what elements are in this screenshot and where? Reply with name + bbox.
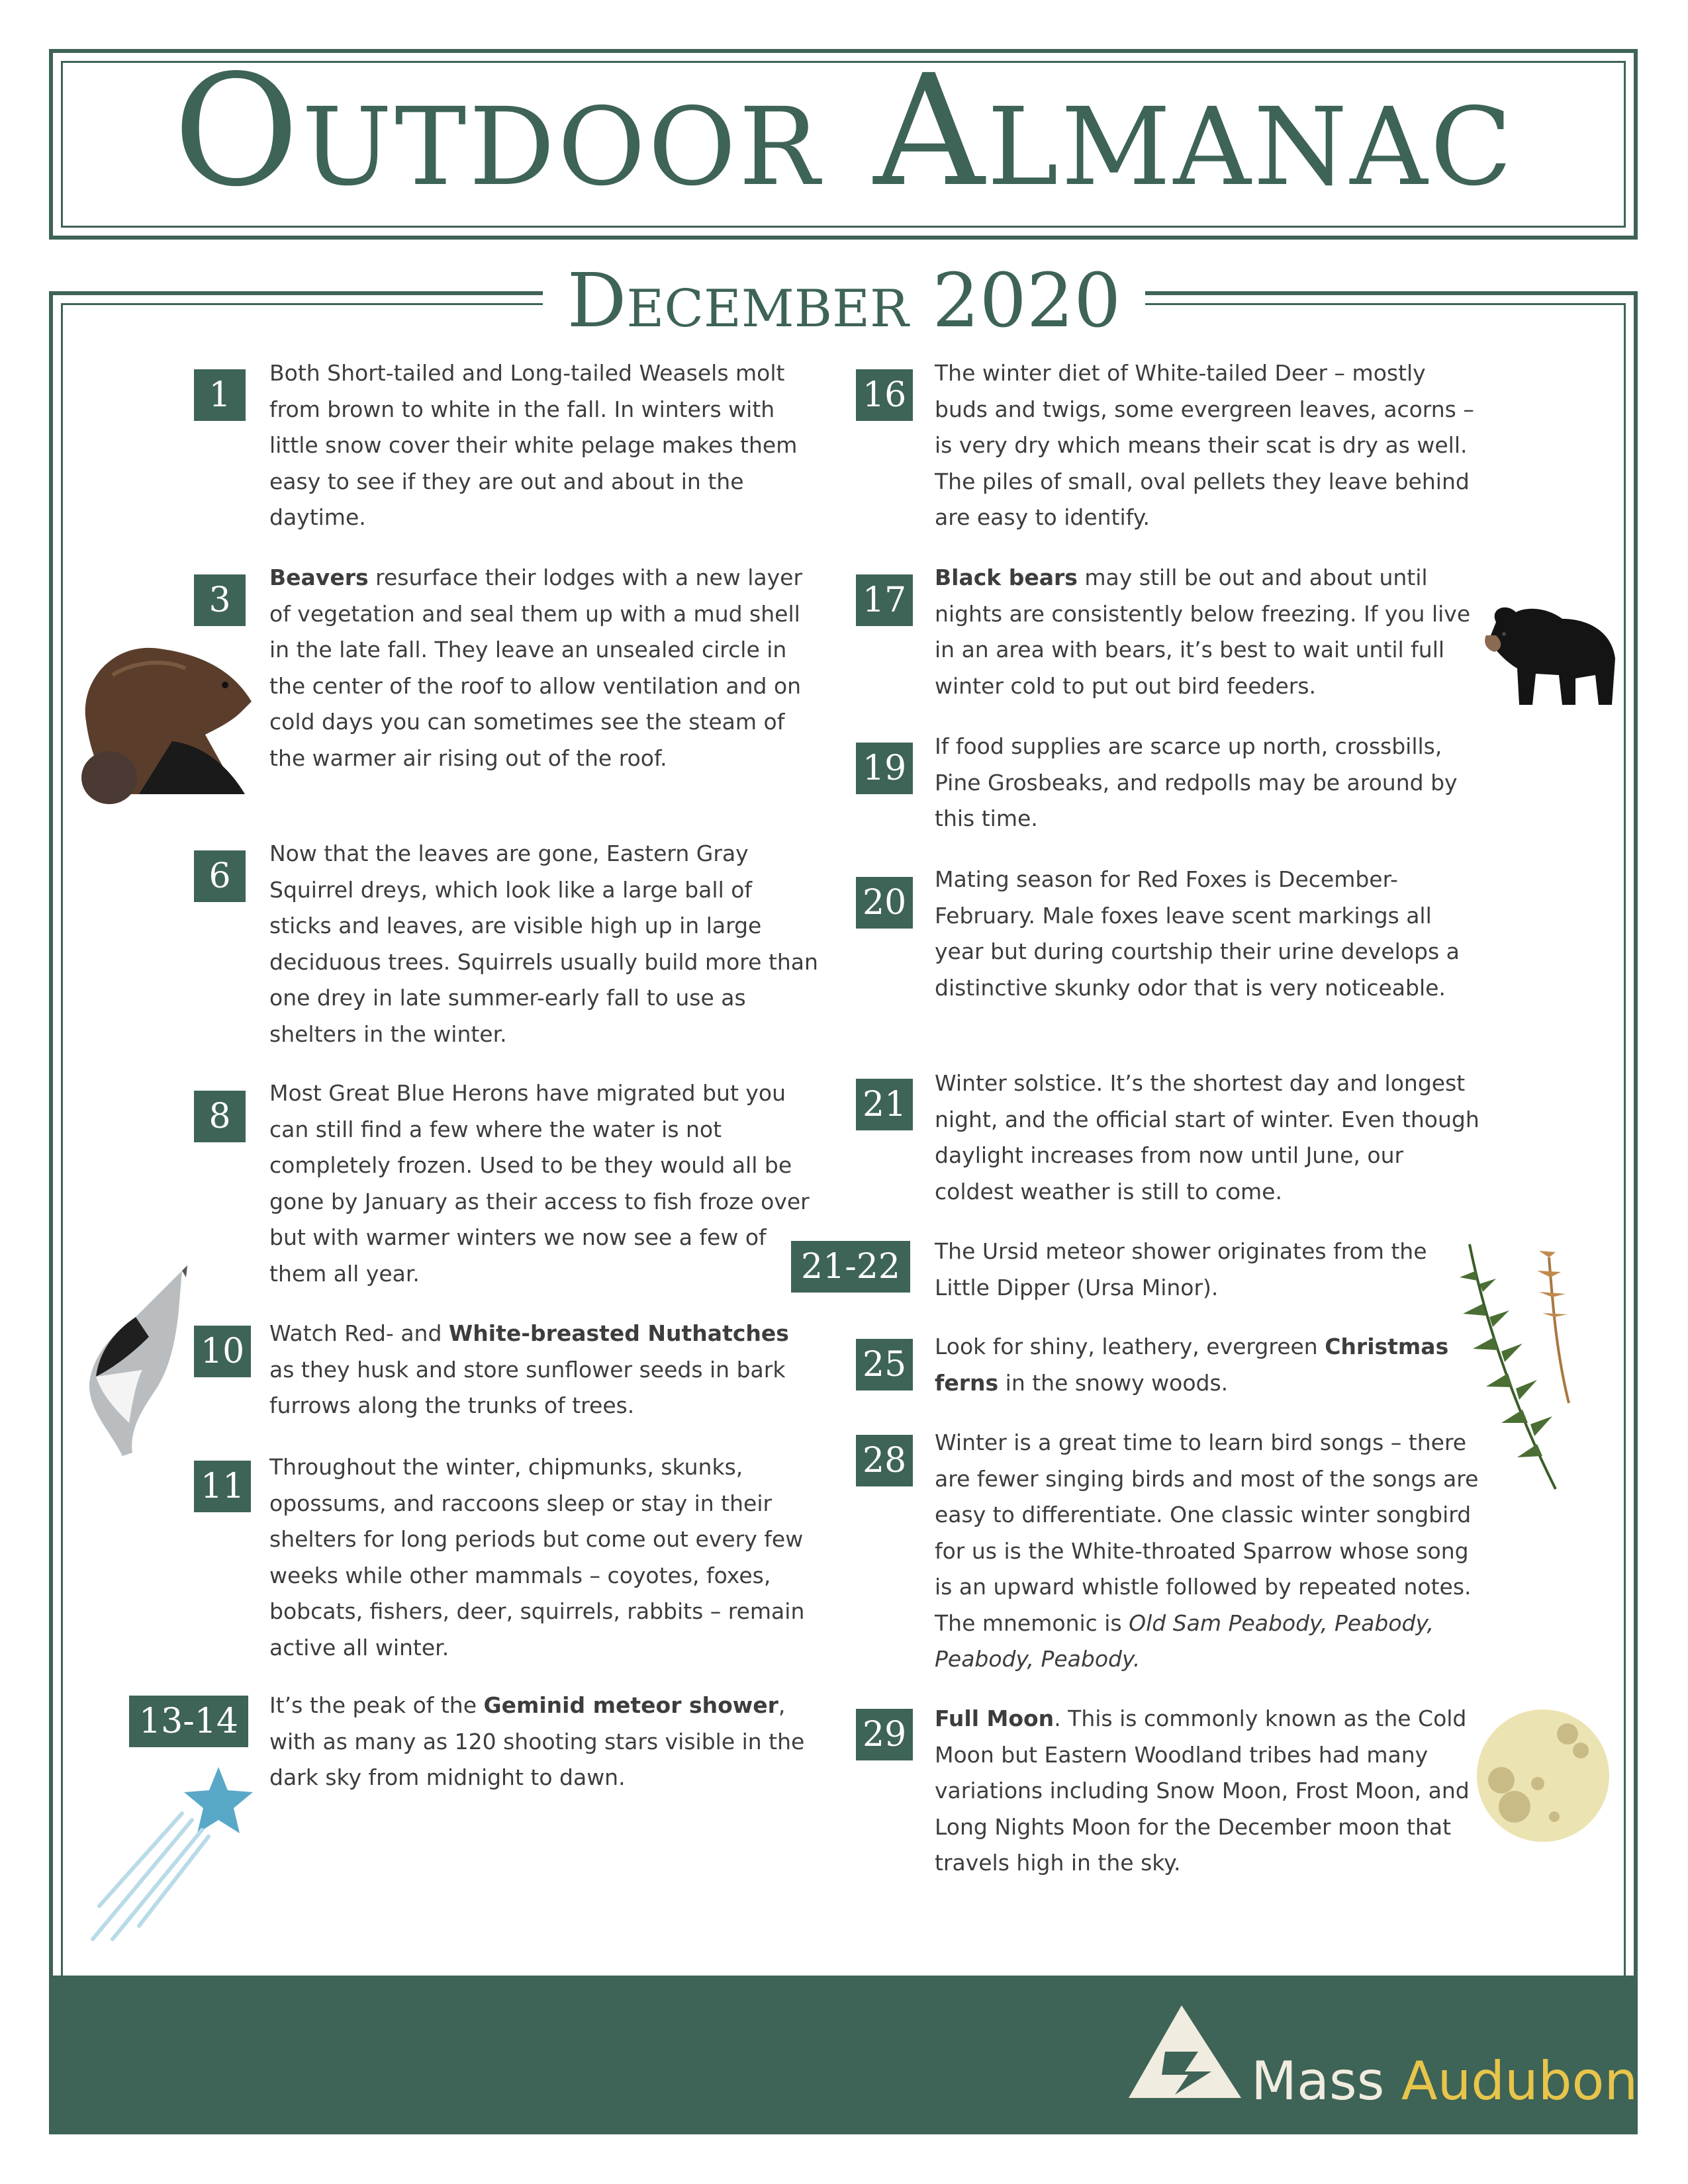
christmas-fern-illustration [1456, 1231, 1602, 1496]
day-badge-29: 29 [856, 1709, 913, 1760]
mass-audubon-brand [1251, 2052, 1638, 2111]
day-badge-11: 11 [194, 1461, 251, 1512]
entry-25: Look for shiny, leathery, evergreen Christmas ferns in the snowy woods. [935, 1334, 1449, 1396]
entry-19: If food supplies are scarce up north, crossbills, Pine Grosbeaks, and redpolls may be around by this time. [935, 733, 1458, 831]
day-badge-8: 8 [194, 1091, 246, 1142]
day-badge-28: 28 [856, 1435, 913, 1486]
day-badge-13-14: 13-14 [129, 1696, 248, 1747]
entry-20: Mating season for Red Foxes is December-February. Male foxes leave scent markings all year but during courtship their urine develops a distinctive skunky odor that is very noticeable. [935, 866, 1460, 1001]
entry-6: Now that the leaves are gone, Eastern Gray Squirrel dreys, which look like a large ball of sticks and leaves, are visible high up in large deciduous trees. Squirrels usually build more than one drey in late summer-early fall to use as shelters in the winter. [269, 841, 818, 1047]
month-heading: December 2020 [567, 258, 1121, 344]
shooting-star-illustration [86, 1754, 258, 1946]
day-badge-19: 19 [856, 743, 913, 794]
day-badge-6: 6 [194, 850, 246, 902]
nuthatch-illustration [70, 1264, 189, 1463]
entry-1: Both Short-tailed and Long-tailed Weasels molt from brown to white in the fall. In winters with little snow cover their white pelage makes them easy to see if they are out and about in the daytime. [269, 360, 798, 530]
day-badge-21-22: 21-22 [791, 1241, 910, 1293]
day-badge-16: 16 [856, 369, 913, 421]
entry-17: Black bears may still be out and about until nights are consistently below freezing. If you live in an area with bears, it’s best to wait until full winter cold to put out bird feeders. [935, 565, 1471, 699]
entry-28: Winter is a great time to learn bird songs – there are fewer singing birds and most of the songs are easy to differentiate. One classic winter songbird for us is the White-throated Sparrow whose song is an upward whistle followed by repeated notes. The mnemonic is Old Sam Peabody, Peabody, Peabody, Peabody. [935, 1430, 1479, 1672]
day-badge-1: 1 [194, 369, 246, 421]
entry-8: Most Great Blue Herons have migrated but you can still find a few where the water is not completely frozen. Used to be they would all be gone by January as their access to fish froze over but with warmer winters we now see a few of them all year. [269, 1080, 810, 1287]
mass-audubon-logo-icon [1125, 2002, 1244, 2101]
brand-audubon: Audubon [1401, 2050, 1638, 2112]
day-badge-20: 20 [856, 877, 913, 929]
beaver-illustration [73, 629, 258, 801]
entry-3: Beavers resurface their lodges with a new layer of vegetation and seal them up with a mud shell in the late fall. They leave an unsealed circle in the center of the roof to allow ventilation and on cold days you can sometimes see the steam of the warmer air rising out of the roof. [269, 565, 803, 771]
day-badge-25: 25 [856, 1339, 913, 1390]
entry-21-22: The Ursid meteor shower originates from the Little Dipper (Ursa Minor). [935, 1238, 1427, 1300]
entry-13-14: It’s the peak of the Geminid meteor shower, with as many as 120 shooting stars visible in the dark sky from midnight to dawn. [269, 1692, 805, 1790]
day-badge-21: 21 [856, 1079, 913, 1130]
entry-11: Throughout the winter, chipmunks, skunks, opossums, and raccoons sleep or stay in their shelters for long periods but come out every few weeks while other mammals – coyotes, foxes, bobcats, fishers, deer, squirrels, rabbits – remain active all winter. [269, 1454, 805, 1661]
black-bear-illustration [1476, 596, 1618, 708]
brand-mass: Mass [1251, 2050, 1385, 2112]
entry-16: The winter diet of White-tailed Deer – mostly buds and twigs, some evergreen leaves, acorns – is very dry which means their scat is dry as well. The piles of small, oval pellets they leave behind are easy to identify. [935, 360, 1474, 530]
day-badge-10: 10 [194, 1326, 251, 1377]
day-badge-3: 3 [194, 574, 246, 626]
day-badge-17: 17 [856, 574, 913, 626]
entry-29: Full Moon. This is commonly known as the Cold Moon but Eastern Woodland tribes had many variations including Snow Moon, Frost Moon, and Long Nights Moon for the December moon that travels high in the sky. [935, 1706, 1470, 1876]
entry-10: Watch Red- and White-breasted Nuthatches as they husk and store sunflower seeds in bark furrows along the trunks of trees. [269, 1320, 789, 1418]
full-moon-illustration [1475, 1707, 1611, 1844]
entry-21: Winter solstice. It’s the shortest day and longest night, and the official start of winter. Even though daylight increases from now until June, our coldest weather is still to come. [935, 1070, 1479, 1205]
page-title: Outdoor Almanac [173, 42, 1515, 220]
